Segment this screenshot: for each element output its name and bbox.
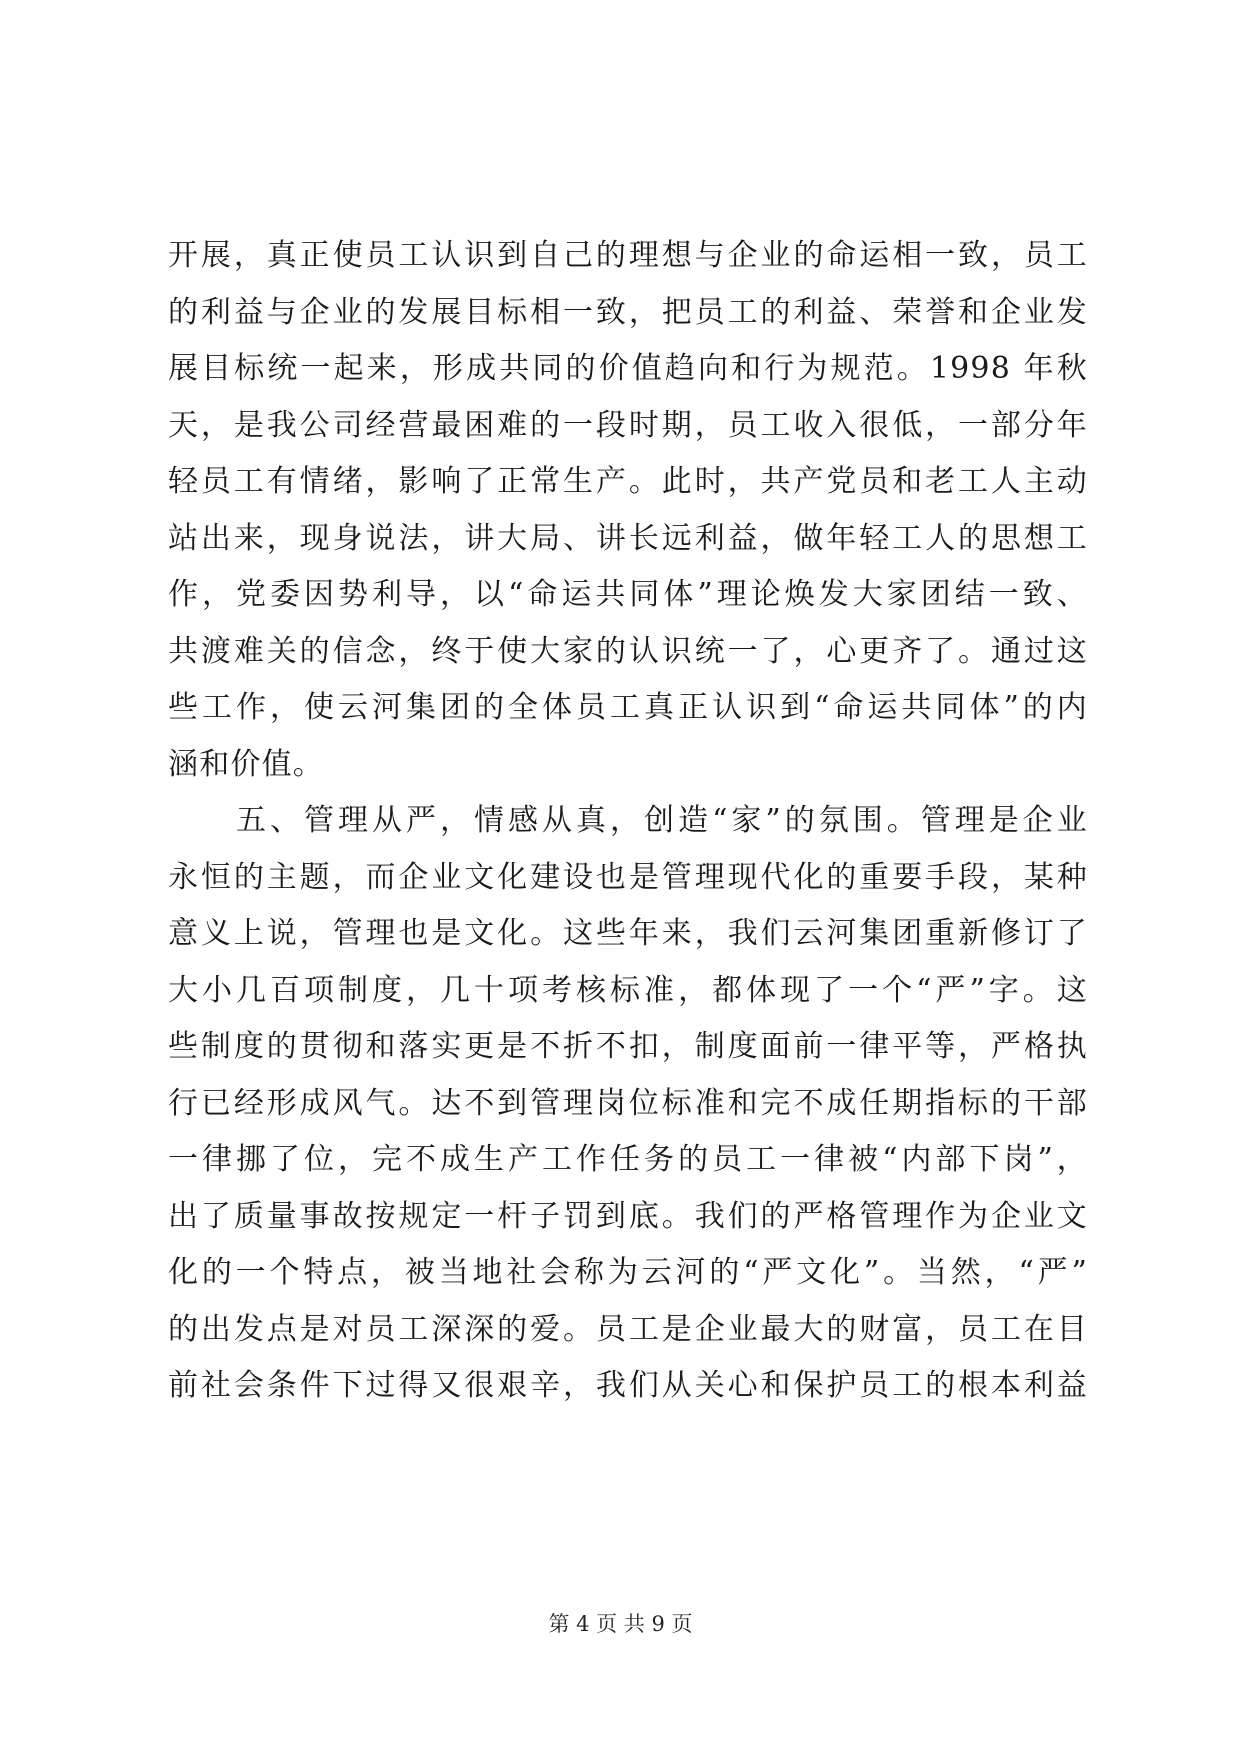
body-text <box>168 228 1088 1415</box>
text-line: 开展，真正使员工认识到自己的理想与企业的命运相一致，员工 <box>168 238 1088 273</box>
text-line: 意义上说，管理也是文化。这些年来，我们云河集团重新修订了 <box>168 916 1088 951</box>
text-line: 的出发点是对员工深深的爱。员工是企业最大的财富，员工在目 <box>168 1311 1088 1347</box>
text-line: 共渡难关的信念，终于使大家的认识统一了，心更齐了。通过这 <box>168 633 1088 669</box>
text-line: 行已经形成风气。达不到管理岗位标准和完不成任期指标的干部 <box>168 1085 1088 1121</box>
text-line: 永恒的主题，而企业文化建设也是管理现代化的重要手段，某种 <box>168 859 1088 895</box>
text-line: 天，是我公司经营最困难的一段时期，员工收入很低，一部分年 <box>168 407 1088 443</box>
text-line: 涵和价值。 <box>168 746 324 782</box>
text-line: 五、管理从严，情感从真，创造“家”的氛围。管理是企业 <box>168 803 1088 838</box>
text-line: 化的一个特点，被当地社会称为云河的“严文化”。当然，“严” <box>168 1255 1088 1290</box>
text-line: 作，党委因势利导，以“命运共同体”理论焕发大家团结一致、 <box>168 577 1088 612</box>
page-number-footer: 第 4 页 共 9 页 <box>548 1612 693 1636</box>
text-line: 出了质量事故按规定一杆子罚到底。我们的严格管理作为企业文 <box>168 1198 1088 1234</box>
text-line: 些工作，使云河集团的全体员工真正认识到“命运共同体”的内 <box>168 690 1088 725</box>
text-line: 的利益与企业的发展目标相一致，把员工的利益、荣誉和企业发 <box>168 294 1088 330</box>
text-line: 些制度的贯彻和落实更是不折不扣，制度面前一律平等，严格执 <box>168 1029 1088 1064</box>
text-line: 展目标统一起来，形成共同的价值趋向和行为规范。1998 年秋 <box>168 351 1088 386</box>
text-line: 站出来，现身说法，讲大局、讲长远利益，做年轻工人的思想工 <box>168 520 1088 556</box>
text-line: 轻员工有情绪，影响了正常生产。此时，共产党员和老工人主动 <box>168 464 1088 499</box>
text-line: 一律挪了位，完不成生产工作任务的员工一律被“内部下岗”， <box>168 1142 1088 1177</box>
text-line: 前社会条件下过得又很艰辛，我们从关心和保护员工的根本利益 <box>168 1368 1088 1403</box>
text-line: 大小几百项制度，几十项考核标准，都体现了一个“严”字。这 <box>168 972 1088 1008</box>
